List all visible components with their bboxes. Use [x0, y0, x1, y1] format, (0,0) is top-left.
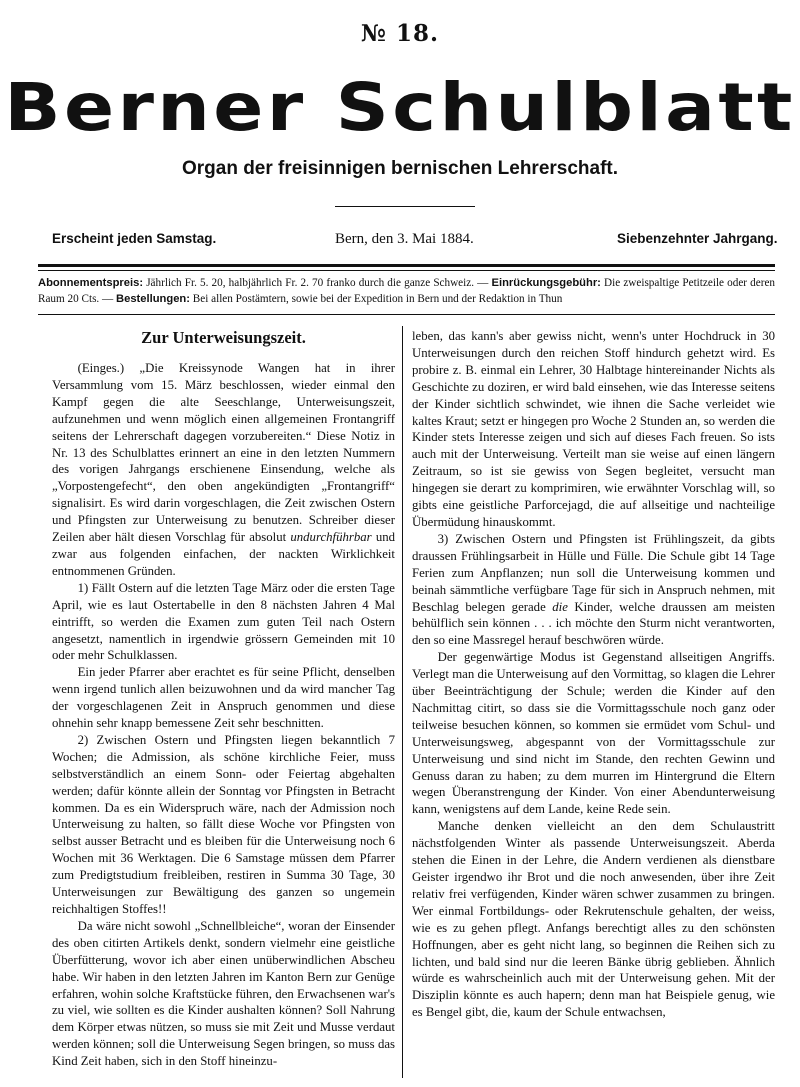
article-paragraph: Manche denken vielleicht an den dem Schulaustritt nächstfolgenden Winter als passende Unterweisungszeit. Aberda stehen die Einen in der Lehre, die Andern verdienen als dienstbare Geister irgendwo ihr Brot und die noch anwesenden, über ihre Zeit relativ frei verfügenden, Kinder wären schwer zusammen zu bringen. Wer einmal Fortbildungs- oder Rekrutenschule gehalten, der weiss, wie es zu gehen pflegt. Anfangs berechtigt alles zu den schönsten Hoffnungen, aber es geht nicht lang, so beginnen die Reihen sich zu lichten, und bald sind nur die leeren Bänke übrig geblieben. Ähnlich würde es wahrscheinlich auch mit der Unterweisung gehen. Mit der Disziplin könnte es auch hapern; denn man hat Beispiele genug, wie es Bengel gibt, die, kaum der Schule entwachsen,	[412, 819, 775, 1020]
orders-label: Bestellungen:	[116, 293, 190, 305]
article-paragraph: Der gegenwärtige Modus ist Gegenstand allseitigen Angriffs. Verlegt man die Unterweisung auf den Vormittag, so klagen die Lehrer über Beeinträchtigung der Schule; werden die Kinder auf den Nachmittag citirt, so dass sie die Vormittagsschule noch ganz oder teilweise besuchen können, so kommen sie ermüdet vom Schul- und Unterweisungsweg, abgespannt von der Vormittagsschule zur Unterweisung und sind nicht im Stande, den rechten Gewinn und Genuss daran zu haben; zu dem murren im Hintergrund die Eltern wegen Überanstrengung der Kinder. Von einer Abendunterweisung kann, wenigstens auf dem Lande, keine Rede sein.	[412, 650, 775, 817]
insertion-text: Die zweispaltige Petitzeile oder deren Raum 20 Cts. —	[38, 277, 776, 305]
article-paragraph: 2) Zwischen Ostern und Pfingsten liegen bekanntlich 7 Wochen; die Admission, als schöne kirchliche Feier, muss selbstverständlich an einem Sonn- oder Feiertag abgehalten werden; dafür könnte allein der Sonntag vor Pfingsten in Betracht kommen. Da es ein Widerspruch wäre, nach der Admission noch Unterweisung zu halten, so fällt diese Woche vor Pfingsten von selbst ausser Betracht und es bleiben für die Unterweisung noch 6 Wochen mit 36 Werktagen. Die 6 Samstage müssen dem Pfarrer zum Predigtstudium freibleiben, restiren in Summa 30 Tage, 30 Unterweisungen zur Bewältigung des ganzen so ungemein reichhaltigen Stoffes!!	[52, 732, 395, 916]
emphasis-text: undurchführbar	[290, 530, 372, 545]
subscription-rule	[38, 314, 775, 315]
insertion-label: Einrückungsgebühr:	[491, 277, 601, 289]
place-date: Bern, den 3. Mai 1884.	[335, 231, 474, 247]
article-paragraph: Ein jeder Pfarrer aber erachtet es für seine Pflicht, denselben wenn irgend tunlich allen beizuwohnen und da wird mancher Tag der vorgeschlagenen Zeit in Anspruch genommen und diese ohnehin sehr knapp bemessene Zeit sehr beschnitten.	[52, 665, 395, 731]
article-column-left	[52, 328, 395, 1070]
volume-label: Siebenzehnter Jahrgang.	[617, 231, 778, 246]
article-paragraph: 1) Fällt Ostern auf die letzten Tage März oder die ersten Tage April, wie es laut Ostertabelle in den 8 nächsten Jahren 4 Mal eintrifft, so werden die Examen zum guten Teil nach Ostern angesetzt, namentlich in irgendwie grössern Gemeinden mit 10 oder mehr Schulklassen.	[52, 580, 395, 663]
subscription-info	[38, 275, 775, 307]
publication-note: Erscheint jeden Samstag.	[52, 231, 217, 246]
article-paragraph: 3) Zwischen Ostern und Pfingsten ist Frühlingszeit, da gibts draussen Frühlingsarbeit in Hülle und Fülle. Die Schule gibt 14 Tage Ferien zum Anpflanzen; nun soll die Unterweisung kommen und beinah sämmtliche verfügbare Tage für sich in Anspruch nehmen, mit Beschlag belegen gerade die Kinder, welche draussen am meisten behülflich sein können . . . ich möchte den Sturm nicht verantworten, den so eine Massregel herauf beschwören würde.	[412, 531, 775, 648]
article-title: Zur Unterweisungszeit.	[141, 328, 306, 347]
price-text: Jährlich Fr. 5. 20, halbjährlich Fr. 2. 70 franko durch die ganze Schweiz. —	[146, 277, 489, 289]
article-paragraph: leben, das kann's aber gewiss nicht, wenn's unter Hochdruck in 30 Unterweisungen durch den reichen Stoff hindurch gehetzt wird. Es probire z. B. einmal ein Lehrer, 30 Halbtage hintereinander Nichts als Geschichte zu doziren, er wird bald einsehen, wie das Interesse seitens der Kinder sichtlich schwindet, wie ihnen die Sache verleidet wie kaltes Kraut; setzt er hingegen pro Woche 2 Stunden an, so werden die Kinder stets Interesse zeigen und sich auf dieses Fach freuen. So ists auch mit der Unterweisung. Verteilt man sie weise auf einen längern Zeitraum, so ist sie gewiss von Segen begleitet, versucht man hingegen sie derart zu komprimiren, wie erwähnter Vorschlag will, so gibts eine geistliche Parforcejagd, die auf allseitige und nachteilige Übermüdung hinauskommt.	[412, 329, 775, 529]
header-rule-thin	[38, 270, 775, 271]
article-column-right	[412, 328, 775, 1021]
newspaper-title: Berner Schulblatt	[4, 69, 796, 146]
emphasis-text: die	[552, 599, 568, 614]
issue-number: № 18.	[360, 20, 440, 47]
subtitle-rule	[335, 206, 475, 207]
header-rule-thick	[38, 264, 775, 267]
price-label: Abonnementspreis:	[38, 277, 144, 289]
article-paragraph: (Einges.) „Die Kreissynode Wangen hat in ihrer Versammlung vom 15. März beschlossen, wieder einmal den Kampf gegen die alte Seeschlange, Unterweisungszeit, aufzunehmen und wenn möglich einen allgemeinen Frontangriff seitens der Lehrerschaft dagegen vorzubereiten.“ Diese Notiz in Nr. 13 des Schulblattes erinnert an eine in den letzten Nummern des vorigen Jahrgangs erschienene Einsendung, welche als „Vorpostengefecht“, den oben angekündigten „Frontangriff“ signalisirt. Es wird darin vorgeschlagen, die Zeit zwischen Ostern und Pfingsten zur Unterweisung zu benutzen. Schreiber dieser Zeilen aber hält diesen Vorschlag für absolut undurchführbar und zwar aus folgenden einfachen, der nackten Wirklichkeit entnommenen Gründen.	[52, 361, 396, 578]
orders-text: Bei allen Postämtern, sowie bei der Expedition in Bern und der Redaktion in Thun	[192, 293, 563, 305]
column-divider	[402, 326, 403, 1078]
newspaper-subtitle: Organ der freisinnigen bernischen Lehrerschaft.	[181, 158, 619, 179]
article-paragraph: Da wäre nicht sowohl „Schnellbleiche“, woran der Einsender des oben citirten Artikels denkt, sondern vielmehr eine geistliche Überfütterung, wovor ich aber einen unüberwindlichen Abscheu habe. Wir haben in den letzten Jahren im Kanton Bern zur Genüge erfahren, wohin solche Kraftstücke führen, den Erwachsenen war's zu viel, wie sollten es die Kinder aushalten können? Soll Nahrung dem Körper etwas nützen, so muss sie mit Zeit und Musse verdaut werden können; soll die Unterweisung Segen bringen, so muss das Kind Zeit haben, sich in den Stoff hineinzu-	[52, 918, 395, 1069]
